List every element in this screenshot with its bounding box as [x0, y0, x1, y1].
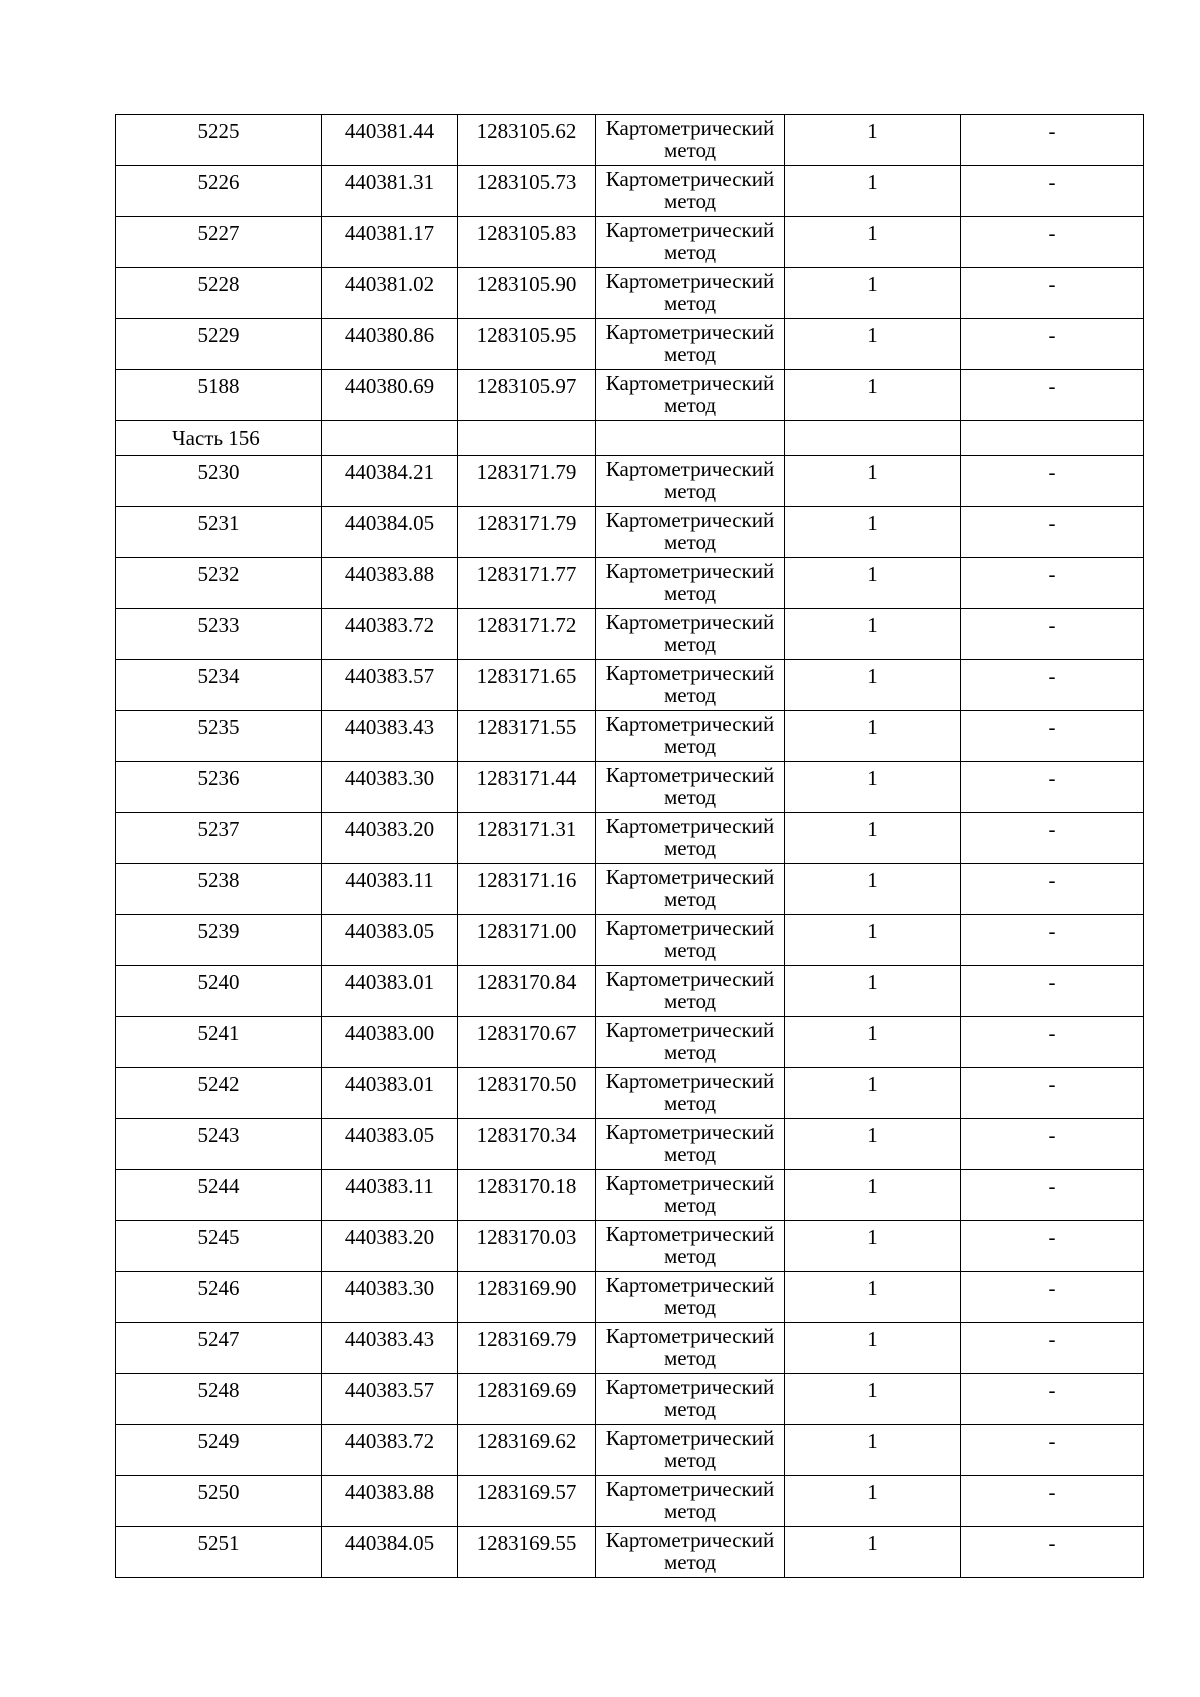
- note-cell: -: [961, 115, 1144, 166]
- table-row: [116, 1476, 1144, 1527]
- y-coordinate-cell: 1283169.79: [458, 1323, 596, 1374]
- note-cell: -: [961, 370, 1144, 421]
- x-coordinate-cell: 440383.72: [322, 1425, 458, 1476]
- method-text-line2: метод: [663, 836, 717, 860]
- x-coordinate-cell: 440383.11: [322, 864, 458, 915]
- note-cell: -: [961, 1476, 1144, 1527]
- point-number-cell: 5243: [116, 1119, 322, 1170]
- method-text-line1: Картометрический: [605, 1018, 775, 1042]
- point-number-cell: 5226: [116, 166, 322, 217]
- note-cell: -: [961, 1119, 1144, 1170]
- y-coordinate-cell: 1283105.95: [458, 319, 596, 370]
- x-coordinate-cell: 440381.31: [322, 166, 458, 217]
- note-cell: -: [961, 268, 1144, 319]
- precision-cell: 1: [785, 558, 961, 609]
- y-coordinate-cell: 1283105.97: [458, 370, 596, 421]
- table-row: [116, 609, 1144, 660]
- precision-cell: 1: [785, 507, 961, 558]
- note-cell: -: [961, 1221, 1144, 1272]
- method-text-line2: метод: [663, 581, 717, 605]
- x-coordinate-cell: 440383.88: [322, 558, 458, 609]
- method-text-line2: метод: [663, 138, 717, 162]
- method-text-line1: Картометрический: [605, 1120, 775, 1144]
- method-text-line1: Картометрический: [605, 712, 775, 736]
- method-text-line2: метод: [663, 291, 717, 315]
- x-coordinate-cell: 440381.17: [322, 217, 458, 268]
- precision-cell: 1: [785, 1527, 961, 1578]
- x-coordinate-cell: 440383.11: [322, 1170, 458, 1221]
- table-row: [116, 864, 1144, 915]
- precision-cell: 1: [785, 1374, 961, 1425]
- method-text-line1: Картометрический: [605, 661, 775, 685]
- method-cell: [596, 456, 785, 507]
- table-row: [116, 558, 1144, 609]
- method-text-line2: метод: [663, 1397, 717, 1421]
- y-coordinate-cell: 1283169.55: [458, 1527, 596, 1578]
- y-coordinate-cell: 1283170.67: [458, 1017, 596, 1068]
- precision-cell: 1: [785, 268, 961, 319]
- x-coordinate-cell: 440383.20: [322, 813, 458, 864]
- precision-cell: 1: [785, 1323, 961, 1374]
- y-coordinate-cell: 1283171.55: [458, 711, 596, 762]
- point-number-cell: 5249: [116, 1425, 322, 1476]
- method-cell: [596, 370, 785, 421]
- method-cell: [596, 1272, 785, 1323]
- method-cell: [596, 966, 785, 1017]
- point-number-cell: 5239: [116, 915, 322, 966]
- y-coordinate-cell: 1283171.65: [458, 660, 596, 711]
- method-cell: [596, 319, 785, 370]
- method-text-line2: метод: [663, 1550, 717, 1574]
- table-row: [116, 166, 1144, 217]
- note-cell: -: [961, 915, 1144, 966]
- y-coordinate-cell: 1283171.79: [458, 456, 596, 507]
- table-row: [116, 966, 1144, 1017]
- note-cell: -: [961, 1425, 1144, 1476]
- table-row: [116, 217, 1144, 268]
- y-coordinate-cell: 1283169.69: [458, 1374, 596, 1425]
- y-coordinate-cell: 1283105.62: [458, 115, 596, 166]
- part-header-row: [116, 421, 1144, 456]
- note-cell: -: [961, 558, 1144, 609]
- method-text-line2: метод: [663, 1193, 717, 1217]
- y-coordinate-cell: 1283171.44: [458, 762, 596, 813]
- empty-cell: [596, 421, 785, 456]
- precision-cell: 1: [785, 915, 961, 966]
- precision-cell: 1: [785, 1170, 961, 1221]
- table-row: [116, 1221, 1144, 1272]
- x-coordinate-cell: 440383.00: [322, 1017, 458, 1068]
- precision-cell: 1: [785, 1017, 961, 1068]
- note-cell: -: [961, 609, 1144, 660]
- method-text-line2: метод: [663, 189, 717, 213]
- method-cell: [596, 1374, 785, 1425]
- point-number-cell: 5251: [116, 1527, 322, 1578]
- note-cell: -: [961, 864, 1144, 915]
- table-row: [116, 1425, 1144, 1476]
- method-text-line1: Картометрический: [605, 916, 775, 940]
- precision-cell: 1: [785, 864, 961, 915]
- point-number-cell: 5235: [116, 711, 322, 762]
- table-row: [116, 1017, 1144, 1068]
- table-row: [116, 1527, 1144, 1578]
- method-text-line1: Картометрический: [605, 1222, 775, 1246]
- precision-cell: 1: [785, 217, 961, 268]
- table-row: [116, 456, 1144, 507]
- y-coordinate-cell: 1283169.62: [458, 1425, 596, 1476]
- note-cell: -: [961, 319, 1144, 370]
- point-number-cell: 5227: [116, 217, 322, 268]
- precision-cell: 1: [785, 166, 961, 217]
- method-text-line1: Картометрический: [605, 610, 775, 634]
- method-text-line1: Картометрический: [605, 371, 775, 395]
- precision-cell: 1: [785, 813, 961, 864]
- x-coordinate-cell: 440383.30: [322, 762, 458, 813]
- method-cell: [596, 268, 785, 319]
- x-coordinate-cell: 440383.43: [322, 711, 458, 762]
- point-number-cell: 5228: [116, 268, 322, 319]
- method-cell: [596, 660, 785, 711]
- method-text-line1: Картометрический: [605, 457, 775, 481]
- method-cell: [596, 217, 785, 268]
- method-text-line1: Картометрический: [605, 1528, 775, 1552]
- method-cell: [596, 558, 785, 609]
- method-text-line2: метод: [663, 887, 717, 911]
- y-coordinate-cell: 1283171.79: [458, 507, 596, 558]
- method-cell: [596, 1017, 785, 1068]
- x-coordinate-cell: 440384.05: [322, 507, 458, 558]
- precision-cell: 1: [785, 1221, 961, 1272]
- note-cell: -: [961, 966, 1144, 1017]
- point-number-cell: 5248: [116, 1374, 322, 1425]
- method-cell: [596, 711, 785, 762]
- method-text-line2: метод: [663, 734, 717, 758]
- method-text-line1: Картометрический: [605, 116, 775, 140]
- x-coordinate-cell: 440383.30: [322, 1272, 458, 1323]
- point-number-cell: 5234: [116, 660, 322, 711]
- method-text-line2: метод: [663, 1499, 717, 1523]
- point-number-cell: 5245: [116, 1221, 322, 1272]
- x-coordinate-cell: 440384.05: [322, 1527, 458, 1578]
- coordinates-table-body: [116, 115, 1144, 1578]
- x-coordinate-cell: 440383.05: [322, 915, 458, 966]
- y-coordinate-cell: 1283171.72: [458, 609, 596, 660]
- table-row: [116, 370, 1144, 421]
- precision-cell: 1: [785, 660, 961, 711]
- method-cell: [596, 1425, 785, 1476]
- point-number-cell: 5229: [116, 319, 322, 370]
- method-text-line2: метод: [663, 1295, 717, 1319]
- note-cell: -: [961, 217, 1144, 268]
- x-coordinate-cell: 440383.05: [322, 1119, 458, 1170]
- point-number-cell: 5230: [116, 456, 322, 507]
- note-cell: -: [961, 660, 1144, 711]
- x-coordinate-cell: 440383.88: [322, 1476, 458, 1527]
- method-cell: [596, 762, 785, 813]
- point-number-cell: 5232: [116, 558, 322, 609]
- x-coordinate-cell: 440384.21: [322, 456, 458, 507]
- method-cell: [596, 915, 785, 966]
- y-coordinate-cell: 1283170.34: [458, 1119, 596, 1170]
- y-coordinate-cell: 1283105.73: [458, 166, 596, 217]
- point-number-cell: 5241: [116, 1017, 322, 1068]
- point-number-cell: 5246: [116, 1272, 322, 1323]
- method-text-line1: Картометрический: [605, 1426, 775, 1450]
- point-number-cell: 5250: [116, 1476, 322, 1527]
- note-cell: -: [961, 711, 1144, 762]
- table-row: [116, 915, 1144, 966]
- table-row: [116, 762, 1144, 813]
- method-text-line1: Картометрический: [605, 1171, 775, 1195]
- precision-cell: 1: [785, 1272, 961, 1323]
- point-number-cell: 5236: [116, 762, 322, 813]
- method-text-line1: Картометрический: [605, 865, 775, 889]
- note-cell: -: [961, 1017, 1144, 1068]
- table-row: [116, 1170, 1144, 1221]
- x-coordinate-cell: 440380.86: [322, 319, 458, 370]
- point-number-cell: 5238: [116, 864, 322, 915]
- y-coordinate-cell: 1283171.16: [458, 864, 596, 915]
- method-text-line2: метод: [663, 1244, 717, 1268]
- method-cell: [596, 1476, 785, 1527]
- method-cell: [596, 1170, 785, 1221]
- precision-cell: 1: [785, 319, 961, 370]
- method-text-line2: метод: [663, 1448, 717, 1472]
- method-text-line1: Картометрический: [605, 508, 775, 532]
- y-coordinate-cell: 1283171.00: [458, 915, 596, 966]
- method-cell: [596, 813, 785, 864]
- y-coordinate-cell: 1283171.31: [458, 813, 596, 864]
- method-text-line1: Картометрический: [605, 1324, 775, 1348]
- y-coordinate-cell: 1283171.77: [458, 558, 596, 609]
- method-text-line2: метод: [663, 785, 717, 809]
- table-row: [116, 1374, 1144, 1425]
- y-coordinate-cell: 1283170.03: [458, 1221, 596, 1272]
- precision-cell: 1: [785, 115, 961, 166]
- table-row: [116, 660, 1144, 711]
- x-coordinate-cell: 440383.72: [322, 609, 458, 660]
- method-text-line2: метод: [663, 1040, 717, 1064]
- note-cell: -: [961, 166, 1144, 217]
- y-coordinate-cell: 1283170.18: [458, 1170, 596, 1221]
- method-text-line1: Картометрический: [605, 218, 775, 242]
- point-number-cell: 5240: [116, 966, 322, 1017]
- note-cell: -: [961, 456, 1144, 507]
- point-number-cell: 5242: [116, 1068, 322, 1119]
- method-text-line2: метод: [663, 393, 717, 417]
- table-row: [116, 813, 1144, 864]
- method-text-line2: метод: [663, 342, 717, 366]
- table-row: [116, 1068, 1144, 1119]
- method-text-line2: метод: [663, 683, 717, 707]
- precision-cell: 1: [785, 456, 961, 507]
- note-cell: -: [961, 1170, 1144, 1221]
- precision-cell: 1: [785, 966, 961, 1017]
- y-coordinate-cell: 1283169.90: [458, 1272, 596, 1323]
- empty-cell: [458, 421, 596, 456]
- method-text-line2: метод: [663, 1142, 717, 1166]
- precision-cell: 1: [785, 1068, 961, 1119]
- table-row: [116, 1272, 1144, 1323]
- method-text-line2: метод: [663, 240, 717, 264]
- part-label-cell: Часть 156: [116, 421, 322, 456]
- coordinates-table: [115, 114, 1144, 1578]
- point-number-cell: 5233: [116, 609, 322, 660]
- x-coordinate-cell: 440381.02: [322, 268, 458, 319]
- method-text-line1: Картометрический: [605, 1069, 775, 1093]
- precision-cell: 1: [785, 711, 961, 762]
- note-cell: -: [961, 1323, 1144, 1374]
- x-coordinate-cell: 440383.57: [322, 1374, 458, 1425]
- x-coordinate-cell: 440383.01: [322, 1068, 458, 1119]
- note-cell: -: [961, 507, 1144, 558]
- note-cell: -: [961, 762, 1144, 813]
- x-coordinate-cell: 440383.57: [322, 660, 458, 711]
- precision-cell: 1: [785, 762, 961, 813]
- method-text-line1: Картометрический: [605, 269, 775, 293]
- precision-cell: 1: [785, 609, 961, 660]
- table-row: [116, 115, 1144, 166]
- point-number-cell: 5231: [116, 507, 322, 558]
- method-text-line1: Картометрический: [605, 967, 775, 991]
- method-text-line1: Картометрический: [605, 167, 775, 191]
- x-coordinate-cell: 440380.69: [322, 370, 458, 421]
- point-number-cell: 5225: [116, 115, 322, 166]
- method-text-line2: метод: [663, 1091, 717, 1115]
- note-cell: -: [961, 1272, 1144, 1323]
- method-text-line1: Картометрический: [605, 1477, 775, 1501]
- point-number-cell: 5247: [116, 1323, 322, 1374]
- method-cell: [596, 1068, 785, 1119]
- precision-cell: 1: [785, 1119, 961, 1170]
- y-coordinate-cell: 1283105.90: [458, 268, 596, 319]
- table-row: [116, 319, 1144, 370]
- table-row: [116, 268, 1144, 319]
- method-text-line1: Картометрический: [605, 814, 775, 838]
- y-coordinate-cell: 1283105.83: [458, 217, 596, 268]
- table-row: [116, 1323, 1144, 1374]
- method-text-line1: Картометрический: [605, 559, 775, 583]
- method-text-line2: метод: [663, 1346, 717, 1370]
- note-cell: -: [961, 813, 1144, 864]
- method-cell: [596, 1221, 785, 1272]
- x-coordinate-cell: 440383.43: [322, 1323, 458, 1374]
- precision-cell: 1: [785, 370, 961, 421]
- table-row: [116, 1119, 1144, 1170]
- method-text-line2: метод: [663, 632, 717, 656]
- method-cell: [596, 1323, 785, 1374]
- method-text-line2: метод: [663, 938, 717, 962]
- method-cell: [596, 166, 785, 217]
- table-row: [116, 711, 1144, 762]
- note-cell: -: [961, 1374, 1144, 1425]
- method-cell: [596, 1119, 785, 1170]
- method-text-line2: метод: [663, 479, 717, 503]
- y-coordinate-cell: 1283170.84: [458, 966, 596, 1017]
- x-coordinate-cell: 440383.01: [322, 966, 458, 1017]
- x-coordinate-cell: 440381.44: [322, 115, 458, 166]
- method-cell: [596, 115, 785, 166]
- point-number-cell: 5237: [116, 813, 322, 864]
- method-text-line1: Картометрический: [605, 1273, 775, 1297]
- y-coordinate-cell: 1283170.50: [458, 1068, 596, 1119]
- method-text-line1: Картометрический: [605, 1375, 775, 1399]
- method-text-line2: метод: [663, 530, 717, 554]
- method-text-line1: Картометрический: [605, 320, 775, 344]
- y-coordinate-cell: 1283169.57: [458, 1476, 596, 1527]
- note-cell: -: [961, 1527, 1144, 1578]
- point-number-cell: 5188: [116, 370, 322, 421]
- precision-cell: 1: [785, 1425, 961, 1476]
- method-cell: [596, 609, 785, 660]
- method-text-line1: Картометрический: [605, 763, 775, 787]
- method-cell: [596, 507, 785, 558]
- empty-cell: [961, 421, 1144, 456]
- empty-cell: [322, 421, 458, 456]
- precision-cell: 1: [785, 1476, 961, 1527]
- table-row: [116, 507, 1144, 558]
- note-cell: -: [961, 1068, 1144, 1119]
- point-number-cell: 5244: [116, 1170, 322, 1221]
- method-cell: [596, 1527, 785, 1578]
- x-coordinate-cell: 440383.20: [322, 1221, 458, 1272]
- method-text-line2: метод: [663, 989, 717, 1013]
- empty-cell: [785, 421, 961, 456]
- method-cell: [596, 864, 785, 915]
